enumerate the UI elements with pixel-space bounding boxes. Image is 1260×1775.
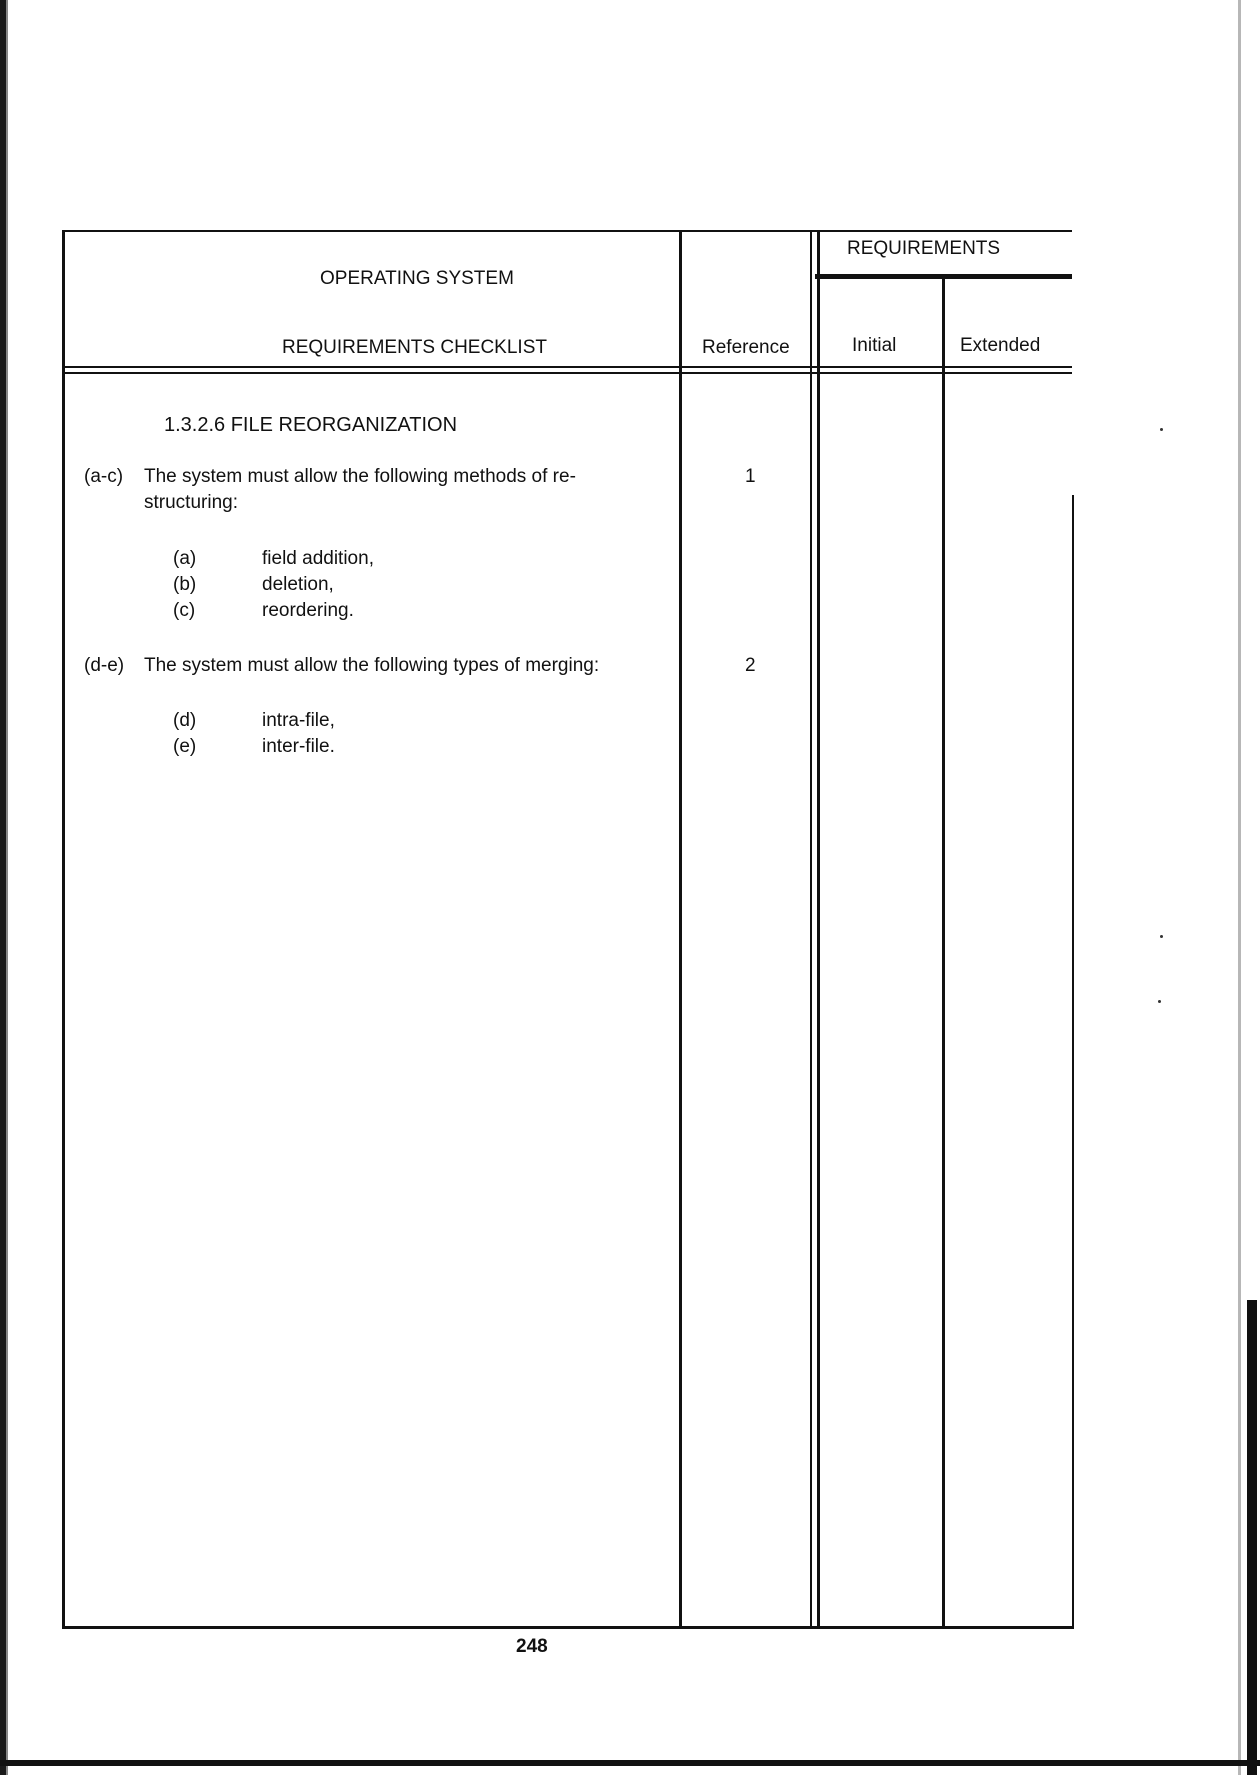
subitem-label: (a) [173,548,197,569]
item-text: The system must allow the following methods of re- [144,466,576,487]
subitem-label: (d) [173,710,197,731]
table-left-border [62,230,65,1628]
column-separator-requirements-2 [817,230,820,1628]
header-extended: Extended [960,335,1041,356]
subitem-text: intra-file, [262,710,335,731]
item-reference: 2 [745,655,756,676]
scan-edge-right-dark [1247,1300,1257,1775]
scan-speck [1160,428,1163,431]
page-number: 248 [516,1636,548,1657]
scan-edge-bottom [0,1760,1260,1766]
column-separator-extended [942,278,945,1628]
scan-edge-right [1238,0,1241,1775]
scan-speck [1158,1000,1161,1003]
requirements-checklist-table [62,230,1074,1628]
table-right-border [1072,495,1074,1628]
header-reference: Reference [702,337,790,358]
header-requirements: REQUIREMENTS [847,238,1001,259]
subitem-label: (e) [173,736,197,757]
scan-edge-left-shadow [6,0,8,1775]
header-operating-system: OPERATING SYSTEM [320,268,514,289]
item-reference: 1 [745,466,756,487]
subitem-text: inter-file. [262,736,335,757]
section-title: 1.3.2.6 FILE REORGANIZATION [164,414,458,436]
subitem-text: field addition, [262,548,374,569]
item-label: (d-e) [84,655,125,676]
table-top-border [62,230,1072,232]
subitem-label: (b) [173,574,197,595]
table-bottom-border [62,1626,1074,1629]
subitem-text: deletion, [262,574,334,595]
header-requirements-checklist: REQUIREMENTS CHECKLIST [282,337,547,358]
header-rule-lower [62,372,1072,374]
header-initial: Initial [852,335,897,356]
header-rule-upper [62,366,1072,368]
column-separator-reference [679,230,682,1628]
scan-speck [1160,935,1163,938]
item-text-continued: structuring: [144,492,238,513]
item-label: (a-c) [84,466,124,487]
item-text: The system must allow the following types of merging: [144,655,600,676]
subitem-label: (c) [173,600,196,621]
column-separator-requirements-1 [810,230,812,1628]
subitem-text: reordering. [262,600,354,621]
